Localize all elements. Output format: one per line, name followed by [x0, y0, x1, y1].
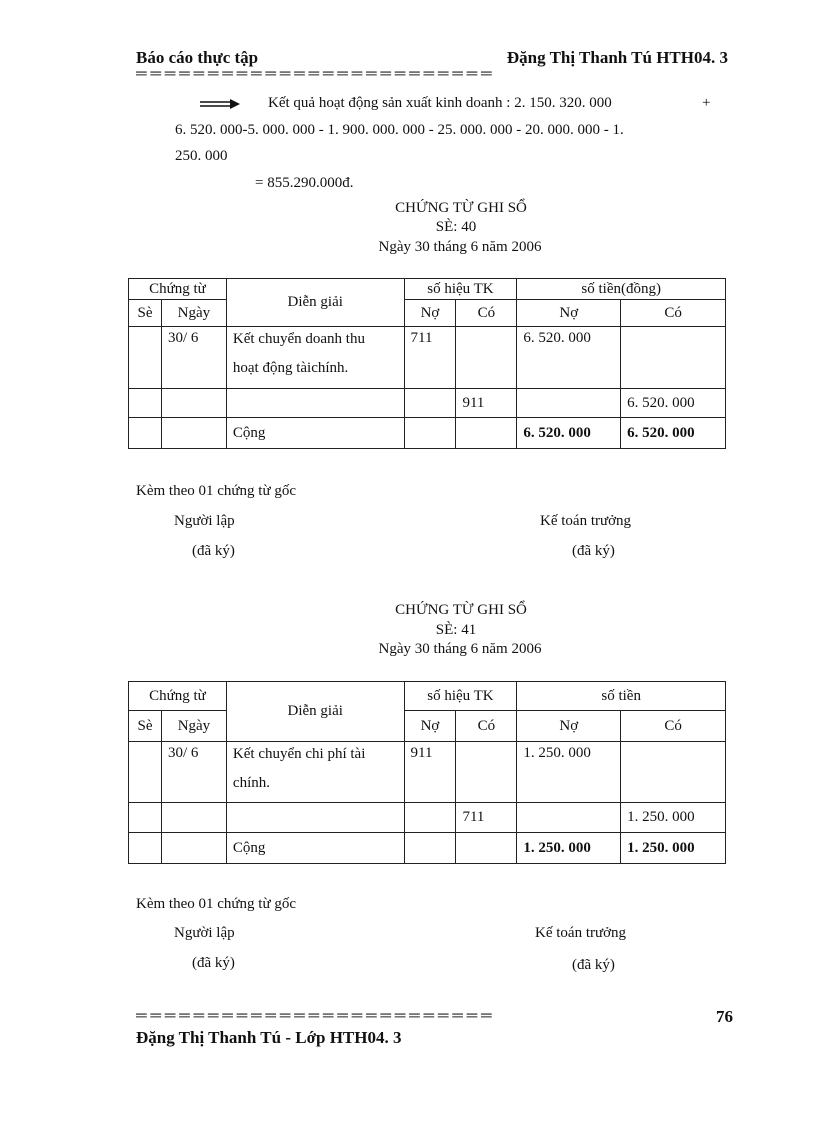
result-plus: +: [702, 95, 711, 111]
total-label: Cộng: [226, 418, 404, 449]
cell-co-amount: 1. 250. 000: [621, 803, 726, 833]
voucher-2-chief-accountant: Kế toán trưởng: [535, 925, 627, 941]
cell-ngay: 30/ 6: [161, 327, 226, 389]
col-header-se: Sè: [129, 711, 162, 742]
desc-line-1: Kết chuyển doanh thu: [232, 331, 365, 347]
col-header-co-amount: Có: [621, 300, 726, 327]
voucher-2-title: CHỨNG TỪ GHI SỔ: [395, 602, 527, 618]
cell-no-account: 911: [404, 742, 456, 803]
result-line-3: 250. 000: [175, 148, 228, 164]
table-total-row: [129, 833, 726, 864]
cell-co-amount: 6. 520. 000: [621, 389, 726, 418]
footer-rule: ═ ═ ═ ═ ═ ═ ═ ═ ═ ═ ═ ═ ═ ═ ═ ═ ═ ═ ═ ═ ═ ═ ═ ═ ═: [136, 1008, 492, 1024]
voucher-2-date: Ngày 30 tháng 6 năm 2006: [378, 641, 542, 657]
cell-no-amount: 1. 250. 000: [517, 742, 621, 803]
result-line-2: 6. 520. 000-5. 000. 000 - 1. 900. 000. 000 - 25. 000. 000 - 20. 000. 000 - 1.: [175, 122, 624, 138]
col-header-no: Nợ: [404, 711, 456, 742]
col-header-no: Nợ: [404, 300, 456, 327]
col-header-no-amount: Nợ: [517, 711, 621, 742]
desc-line-1: Kết chuyển chi phí tài: [232, 746, 366, 762]
page-number: 76: [716, 1007, 733, 1026]
voucher-1-number: SÈ: 40: [435, 219, 477, 235]
col-header-no-amount: Nợ: [517, 300, 621, 327]
col-header-so-hieu-tk: số hiệu TK: [404, 682, 517, 711]
desc-line-2: hoạt động tàichính.: [232, 360, 349, 376]
col-header-chung-tu: Chứng từ: [129, 279, 227, 300]
total-no: 1. 250. 000: [517, 833, 621, 864]
voucher-1-preparer: Người lập: [174, 513, 235, 529]
col-header-ngay: Ngày: [161, 711, 226, 742]
cell-no-account: 711: [404, 327, 456, 389]
header-right: Đặng Thị Thanh Tú HTH04. 3: [506, 48, 728, 67]
col-header-dien-giai: Diễn giải: [226, 682, 404, 742]
col-header-ngay: Ngày: [161, 300, 226, 327]
voucher-1-chief-accountant: Kế toán trưởng: [540, 513, 632, 529]
voucher-2-preparer: Người lập: [174, 925, 235, 941]
total-co: 6. 520. 000: [621, 418, 726, 449]
cell-dien-giai: [226, 327, 404, 389]
result-line-4: = 855.290.000đ.: [255, 175, 354, 191]
total-label: Cộng: [226, 833, 404, 864]
col-header-co: Có: [456, 300, 517, 327]
voucher-1-attachment: Kèm theo 01 chứng từ gốc: [136, 483, 296, 499]
table-row: [129, 327, 726, 389]
cell-ngay: 30/ 6: [161, 742, 226, 803]
voucher-2-chief-signed: (đã ký): [572, 957, 615, 973]
result-line-1: Kết quả hoạt động sản xuất kinh doanh : 2. 150. 320. 000: [268, 95, 612, 111]
total-no: 6. 520. 000: [517, 418, 621, 449]
table-row: [129, 742, 726, 803]
voucher-1-date: Ngày 30 tháng 6 năm 2006: [378, 239, 542, 255]
col-header-chung-tu: Chứng từ: [129, 682, 227, 711]
footer-author: Đặng Thị Thanh Tú - Lớp HTH04. 3: [136, 1028, 402, 1047]
header-rule: ═ ═ ═ ═ ═ ═ ═ ═ ═ ═ ═ ═ ═ ═ ═ ═ ═ ═ ═ ═ ═ ═ ═ ═ ═: [136, 66, 492, 82]
voucher-2-attachment: Kèm theo 01 chứng từ gốc: [136, 896, 296, 912]
voucher-1-table: [128, 278, 726, 449]
table-total-row: [129, 418, 726, 449]
cell-no-amount: 6. 520. 000: [517, 327, 621, 389]
col-header-se: Sè: [129, 300, 162, 327]
col-header-dien-giai: Diễn giải: [226, 279, 404, 327]
voucher-2-preparer-signed: (đã ký): [192, 955, 235, 971]
voucher-1-title: CHỨNG TỪ GHI SỔ: [395, 200, 527, 216]
col-header-co: Có: [456, 711, 517, 742]
header-left: Báo cáo thực tập: [136, 48, 259, 67]
table-row: [129, 389, 726, 418]
col-header-so-hieu-tk: số hiệu TK: [404, 279, 517, 300]
cell-co-account: 711: [456, 803, 517, 833]
cell-co-account: 911: [456, 389, 517, 418]
col-header-so-tien: số tiền: [517, 682, 726, 711]
voucher-2-number: SÈ: 41: [435, 622, 477, 638]
total-co: 1. 250. 000: [621, 833, 726, 864]
table-row: [129, 803, 726, 833]
col-header-co-amount: Có: [621, 711, 726, 742]
double-arrow-icon: [200, 97, 242, 111]
desc-line-2: chính.: [232, 775, 270, 791]
voucher-2-table: [128, 681, 726, 864]
voucher-1-chief-signed: (đã ký): [572, 543, 615, 559]
voucher-1-preparer-signed: (đã ký): [192, 543, 235, 559]
cell-dien-giai: [226, 742, 404, 803]
col-header-so-tien: số tiền(đồng): [517, 279, 726, 300]
